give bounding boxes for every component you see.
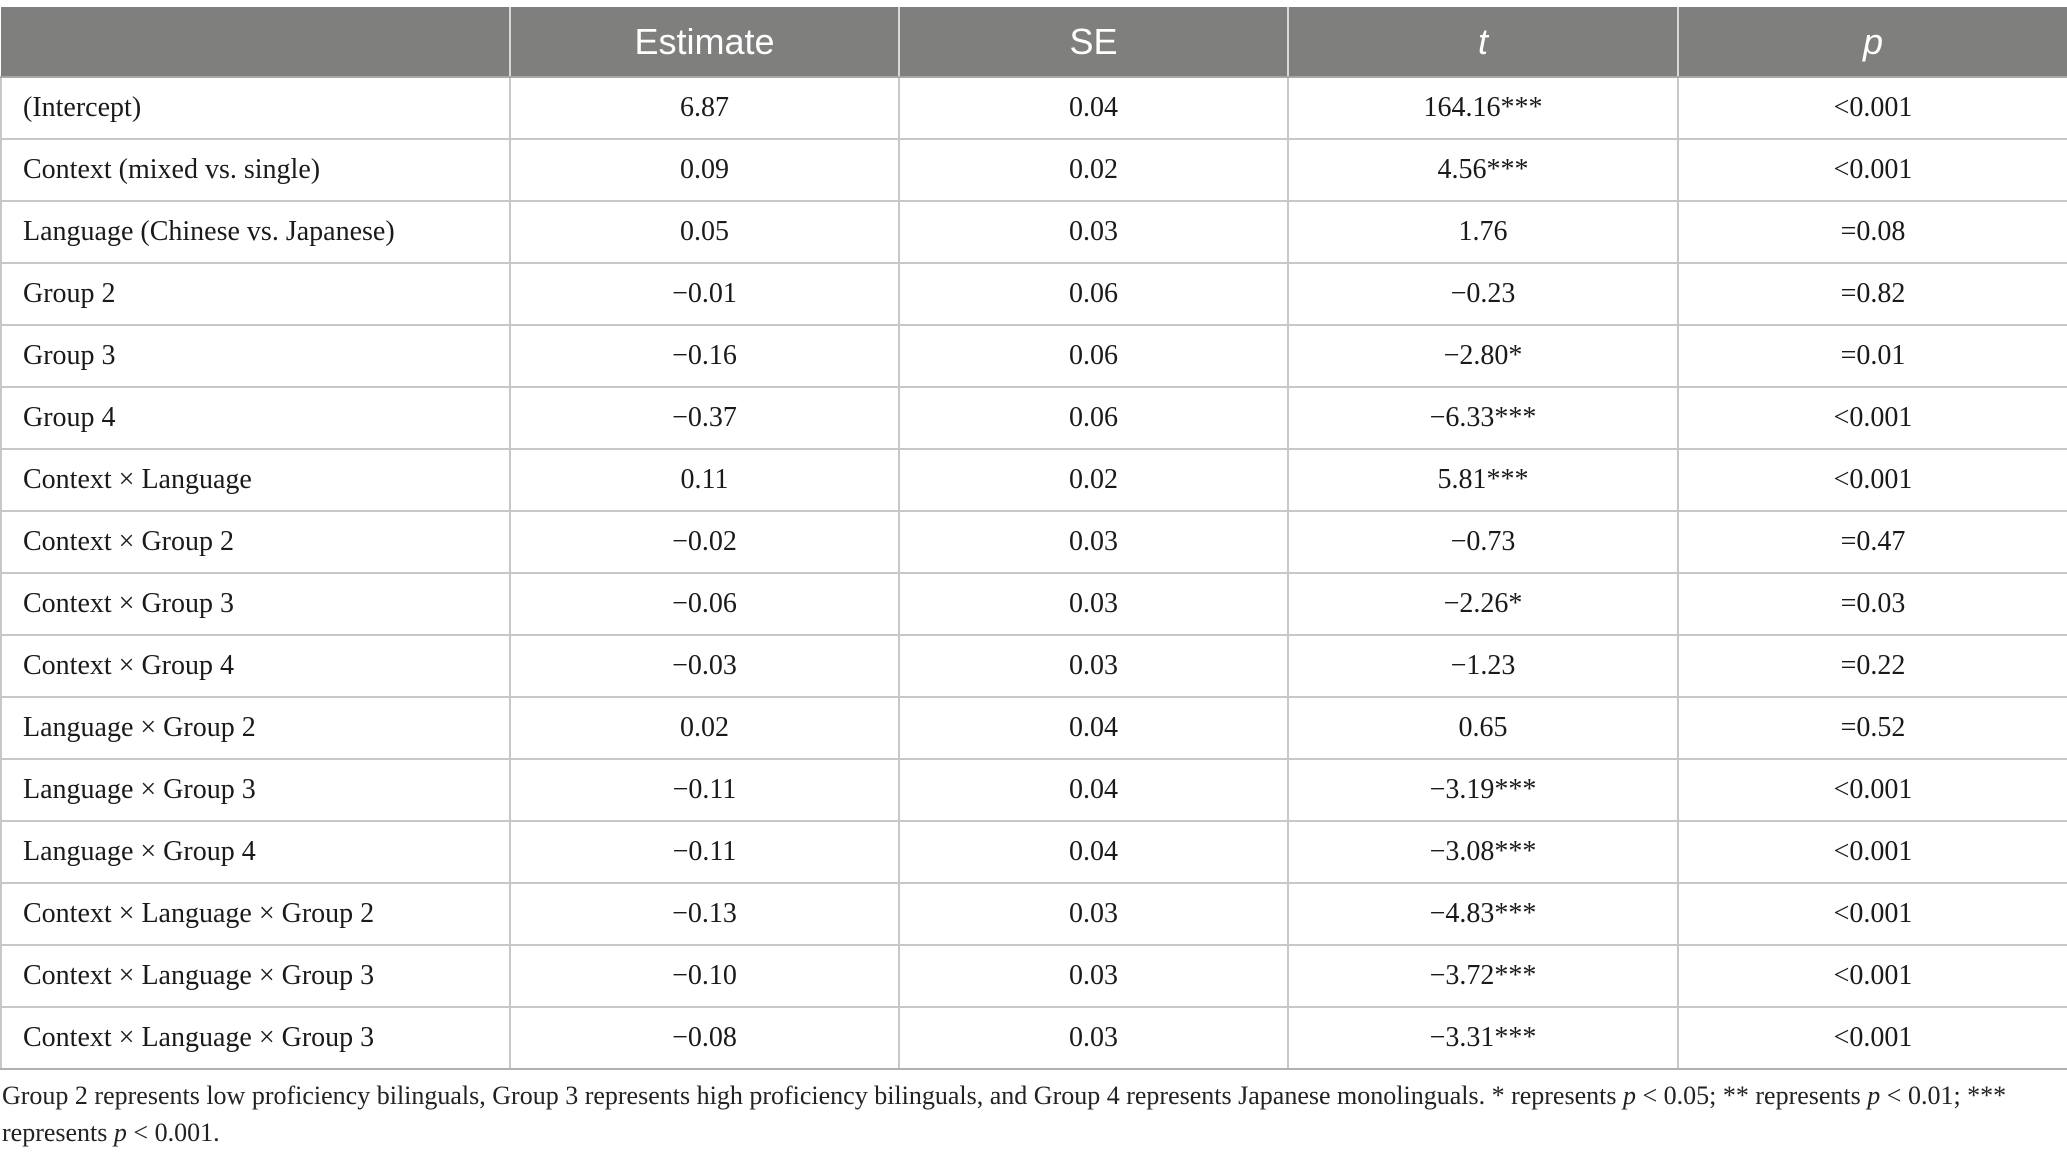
cell-p: =0.01 xyxy=(1678,325,2067,387)
footnote-text-3: < 0.01; *** represents xyxy=(2,1081,2007,1147)
cell-estimate: −0.13 xyxy=(510,883,899,945)
cell-se: 0.03 xyxy=(899,883,1288,945)
cell-t: 0.65 xyxy=(1288,697,1678,759)
table-row xyxy=(1,573,2067,635)
table-body xyxy=(1,77,2067,1069)
cell-se: 0.02 xyxy=(899,139,1288,201)
footnote-text-1: Group 2 represents low proficiency bilinguals, Group 3 represents high proficiency bilinguals, and Group 4 represents Japanese monolinguals. * represents xyxy=(2,1081,1623,1110)
cell-p: =0.22 xyxy=(1678,635,2067,697)
cell-estimate: −0.37 xyxy=(510,387,899,449)
cell-term: Group 4 xyxy=(1,387,510,449)
cell-p: <0.001 xyxy=(1678,449,2067,511)
cell-t: −3.31*** xyxy=(1288,1007,1678,1069)
results-table-container xyxy=(0,7,2067,1070)
cell-estimate: −0.10 xyxy=(510,945,899,1007)
cell-se: 0.04 xyxy=(899,697,1288,759)
table-footnote xyxy=(2,1077,2057,1151)
cell-p: <0.001 xyxy=(1678,77,2067,139)
cell-se: 0.03 xyxy=(899,511,1288,573)
cell-term: Context × Language xyxy=(1,449,510,511)
table-row xyxy=(1,263,2067,325)
cell-term: Context × Language × Group 3 xyxy=(1,945,510,1007)
table-row xyxy=(1,387,2067,449)
cell-se: 0.04 xyxy=(899,759,1288,821)
header-term xyxy=(1,7,510,77)
cell-term: Language (Chinese vs. Japanese) xyxy=(1,201,510,263)
footnote-text-4: < 0.001. xyxy=(126,1118,220,1147)
cell-p: =0.82 xyxy=(1678,263,2067,325)
cell-t: −3.08*** xyxy=(1288,821,1678,883)
cell-se: 0.04 xyxy=(899,821,1288,883)
table-row xyxy=(1,697,2067,759)
cell-se: 0.03 xyxy=(899,1007,1288,1069)
cell-t: −3.72*** xyxy=(1288,945,1678,1007)
cell-p: <0.001 xyxy=(1678,139,2067,201)
header-se: SE xyxy=(899,7,1288,77)
cell-t: −6.33*** xyxy=(1288,387,1678,449)
cell-t: 5.81*** xyxy=(1288,449,1678,511)
cell-estimate: −0.08 xyxy=(510,1007,899,1069)
cell-p: <0.001 xyxy=(1678,387,2067,449)
cell-p: <0.001 xyxy=(1678,1007,2067,1069)
cell-p: =0.47 xyxy=(1678,511,2067,573)
cell-p: =0.52 xyxy=(1678,697,2067,759)
cell-estimate: 0.02 xyxy=(510,697,899,759)
footnote-text-2: < 0.05; ** represents xyxy=(1635,1081,1868,1110)
cell-se: 0.06 xyxy=(899,325,1288,387)
cell-term: Context × Group 4 xyxy=(1,635,510,697)
cell-term: Language × Group 4 xyxy=(1,821,510,883)
cell-estimate: −0.11 xyxy=(510,821,899,883)
cell-term: Context (mixed vs. single) xyxy=(1,139,510,201)
cell-se: 0.03 xyxy=(899,573,1288,635)
cell-term: Context × Group 3 xyxy=(1,573,510,635)
header-estimate: Estimate xyxy=(510,7,899,77)
cell-term: Group 2 xyxy=(1,263,510,325)
cell-t: −1.23 xyxy=(1288,635,1678,697)
cell-p: <0.001 xyxy=(1678,945,2067,1007)
cell-p: <0.001 xyxy=(1678,759,2067,821)
cell-term: Context × Language × Group 3 xyxy=(1,1007,510,1069)
cell-estimate: −0.16 xyxy=(510,325,899,387)
header-p: p xyxy=(1678,7,2067,77)
table-row xyxy=(1,635,2067,697)
cell-term: Language × Group 3 xyxy=(1,759,510,821)
cell-term: (Intercept) xyxy=(1,77,510,139)
cell-se: 0.02 xyxy=(899,449,1288,511)
header-t: t xyxy=(1288,7,1678,77)
cell-t: 4.56*** xyxy=(1288,139,1678,201)
cell-estimate: −0.03 xyxy=(510,635,899,697)
cell-t: 1.76 xyxy=(1288,201,1678,263)
cell-se: 0.06 xyxy=(899,387,1288,449)
cell-term: Context × Language × Group 2 xyxy=(1,883,510,945)
cell-estimate: 0.05 xyxy=(510,201,899,263)
table-row xyxy=(1,77,2067,139)
table-row xyxy=(1,759,2067,821)
results-table xyxy=(0,7,2067,1070)
table-row xyxy=(1,139,2067,201)
cell-se: 0.03 xyxy=(899,201,1288,263)
cell-t: −4.83*** xyxy=(1288,883,1678,945)
cell-estimate: −0.02 xyxy=(510,511,899,573)
table-row xyxy=(1,821,2067,883)
cell-t: −0.23 xyxy=(1288,263,1678,325)
table-header-row xyxy=(1,7,2067,77)
cell-term: Context × Group 2 xyxy=(1,511,510,573)
table-row xyxy=(1,883,2067,945)
cell-se: 0.06 xyxy=(899,263,1288,325)
footnote-p-2: p xyxy=(1867,1081,1881,1110)
cell-se: 0.04 xyxy=(899,77,1288,139)
cell-p: =0.03 xyxy=(1678,573,2067,635)
table-row xyxy=(1,449,2067,511)
cell-estimate: −0.06 xyxy=(510,573,899,635)
table-row xyxy=(1,201,2067,263)
cell-p: <0.001 xyxy=(1678,883,2067,945)
cell-p: =0.08 xyxy=(1678,201,2067,263)
cell-term: Group 3 xyxy=(1,325,510,387)
cell-p: <0.001 xyxy=(1678,821,2067,883)
cell-t: 164.16*** xyxy=(1288,77,1678,139)
table-row xyxy=(1,1007,2067,1069)
table-row xyxy=(1,325,2067,387)
cell-t: −2.80* xyxy=(1288,325,1678,387)
cell-estimate: −0.01 xyxy=(510,263,899,325)
cell-se: 0.03 xyxy=(899,945,1288,1007)
cell-estimate: 0.11 xyxy=(510,449,899,511)
table-row xyxy=(1,945,2067,1007)
table-row xyxy=(1,511,2067,573)
cell-t: −2.26* xyxy=(1288,573,1678,635)
footnote-p-3: p xyxy=(113,1118,127,1147)
cell-estimate: 6.87 xyxy=(510,77,899,139)
cell-estimate: 0.09 xyxy=(510,139,899,201)
cell-se: 0.03 xyxy=(899,635,1288,697)
footnote-p-1: p xyxy=(1622,1081,1636,1110)
cell-term: Language × Group 2 xyxy=(1,697,510,759)
cell-estimate: −0.11 xyxy=(510,759,899,821)
cell-t: −0.73 xyxy=(1288,511,1678,573)
cell-t: −3.19*** xyxy=(1288,759,1678,821)
